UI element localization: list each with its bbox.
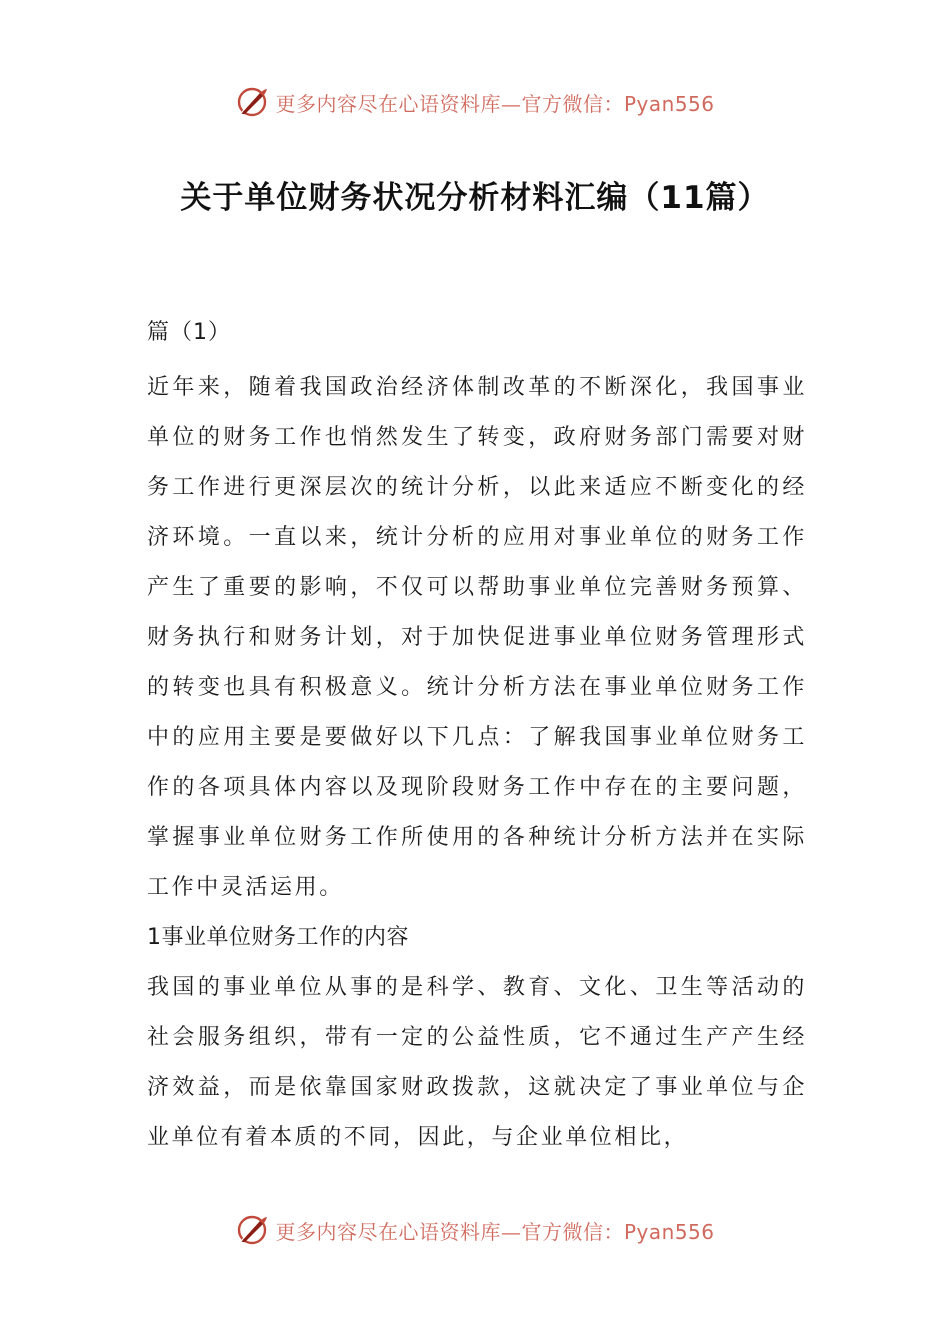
watermark-text: 更多内容尽在心语资料库—官方微信：Pyan556 — [275, 1219, 715, 1244]
paragraph: 近年来，随着我国政治经济体制改革的不断深化，我国事业单位的财务工作也悄然发生了转变，政府财务部门需要对财务工作进行更深层次的统计分析，以此来适应不断变化的经济环境。一直以来，统计分析的应用对事业单位的财务工作产生了重要的影响，不仅可以帮助事业单位完善财务预算、财务执行和财务计划，对于加快促进事业单位财务管理形式的转变也具有积极意义。统计分析方法在事业单位财务工作中的应用主要是要做好以下几点：了解我国事业单位财务工作的各项具体内容以及现阶段财务工作中存在的主要问题，掌握事业单位财务工作所使用的各种统计分析方法并在实际工作中灵活运用。 — [147, 375, 807, 900]
watermark-text: 更多内容尽在心语资料库—官方微信：Pyan556 — [275, 91, 715, 116]
footer-watermark — [0, 1210, 950, 1250]
section-label: 篇（1） — [147, 320, 231, 345]
subheading: 1事业单位财务工作的内容 — [147, 925, 409, 950]
paragraph: 我国的事业单位从事的是科学、教育、文化、卫生等活动的社会服务组织，带有一定的公益性质，它不通过生产产生经济效益，而是依靠国家财政拨款，这就决定了事业单位与企业单位有着本质的不同，因此，与企业单位相比， — [147, 975, 807, 1150]
header-watermark — [0, 82, 950, 122]
document-body — [147, 313, 807, 1163]
quill-logo-icon — [235, 1213, 269, 1247]
quill-logo-icon — [235, 85, 269, 119]
document-title: 关于单位财务状况分析材料汇编（11篇） — [180, 180, 770, 216]
